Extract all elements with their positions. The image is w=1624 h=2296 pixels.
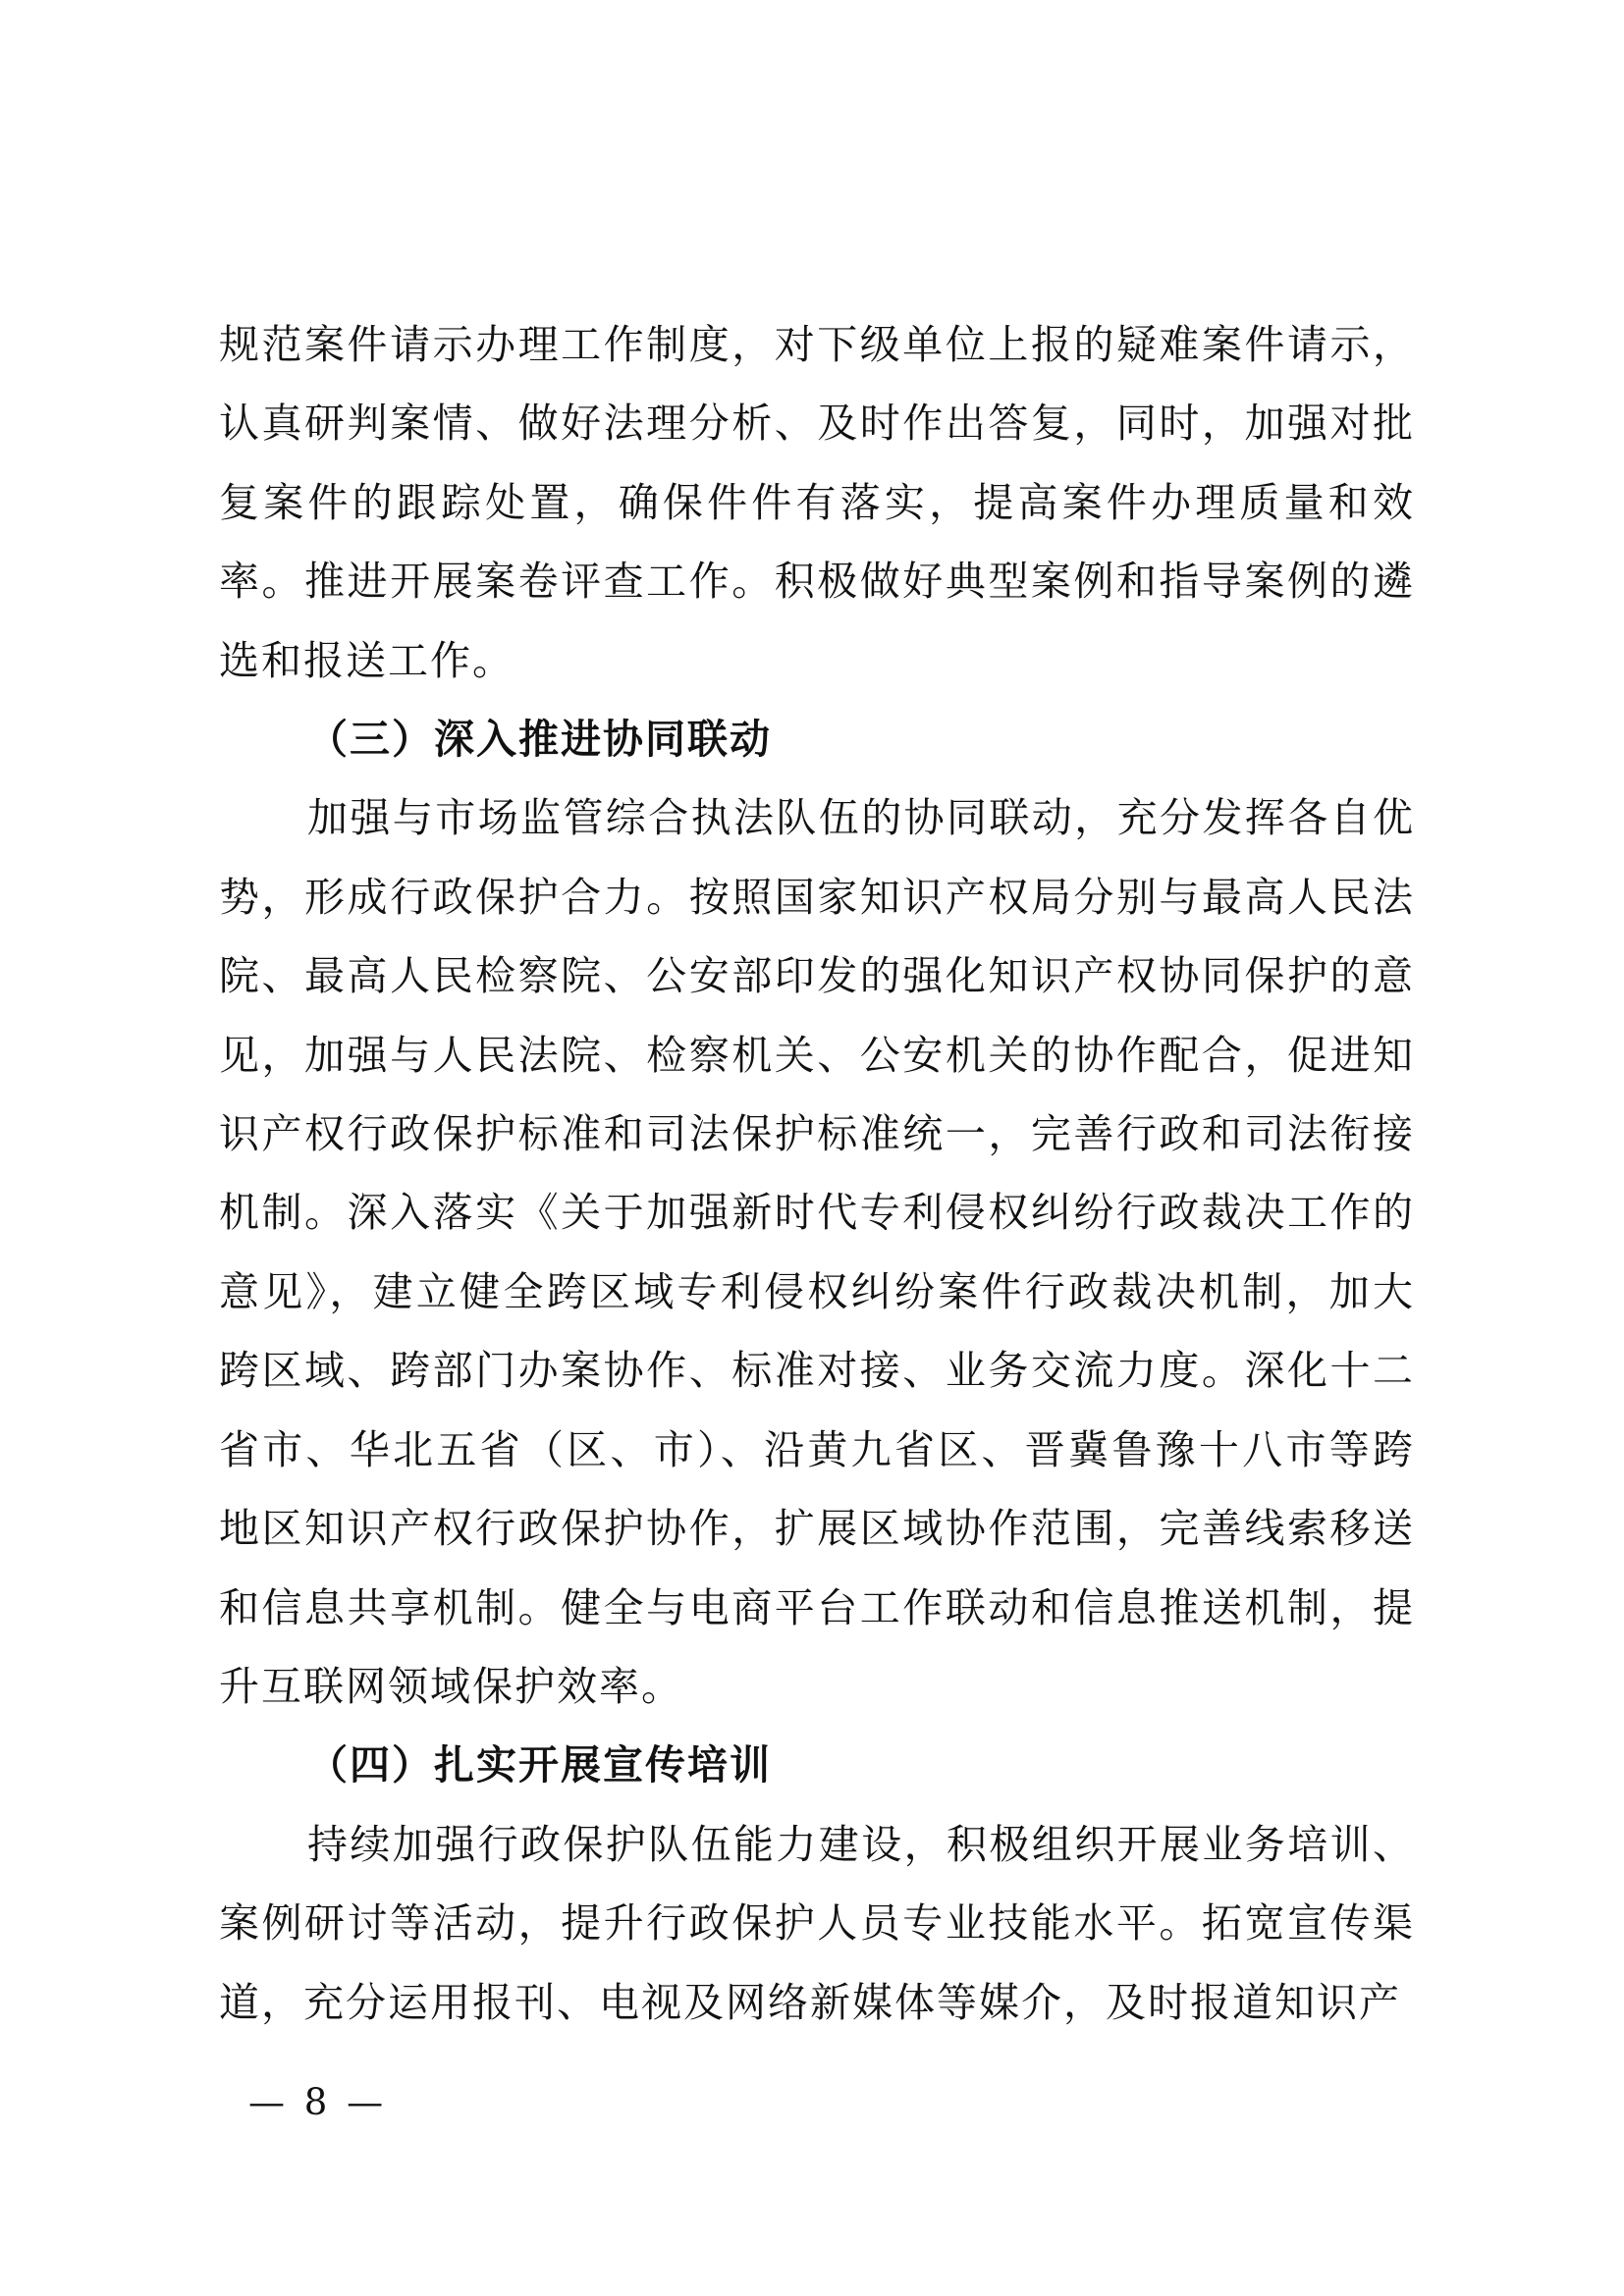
section-heading-training: （四）扎实开展宣传培训 (307, 1741, 772, 1789)
paragraph-training: 持续加强行政保护队伍能力建设，积极组织开展业务培训、案例研讨等活动，提升行政保护人员专业技能水平。拓宽宣传渠道，充分运用报刊、电视及网络新媒体等媒介，及时报道知识产 (219, 1820, 1415, 2026)
paragraph-case-request: 规范案件请示办理工作制度，对下级单位上报的疑难案件请示，认真研判案情、做好法理分析、及时作出答复，同时，加强对批复案件的跟踪处置，确保件件有落实，提高案件办理质量和效率。推进开展案卷评查工作。积极做好典型案例和指导案例的遴选和报送工作。 (219, 321, 1415, 684)
page-number: — 8 — (248, 2081, 388, 2123)
document-body (219, 305, 1415, 2042)
section-heading-coordination: （三）深入推进协同联动 (307, 716, 772, 764)
paragraph-coordination: 加强与市场监管综合执法队伍的协同联动，充分发挥各自优势，形成行政保护合力。按照国家知识产权局分别与最高人民法院、最高人民检察院、公安部印发的强化知识产权协同保护的意见，加强与人民法院、检察机关、公安机关的协作配合，促进知识产权行政保护标准和司法保护标准统一，完善行政和司法衔接机制。深入落实《关于加强新时代专利侵权纠纷行政裁决工作的意见》，建立健全跨区域专利侵权纠纷案件行政裁决机制，加大跨区域、跨部门办案协作、标准对接、业务交流力度。深化十二省市、华北五省（区、市）、沿黄九省区、晋冀鲁豫十八市等跨地区知识产权行政保护协作，扩展区域协作范围，完善线索移送和信息共享机制。健全与电商平台工作联动和信息推送机制，提升互联网领域保护效率。 (219, 794, 1415, 1710)
